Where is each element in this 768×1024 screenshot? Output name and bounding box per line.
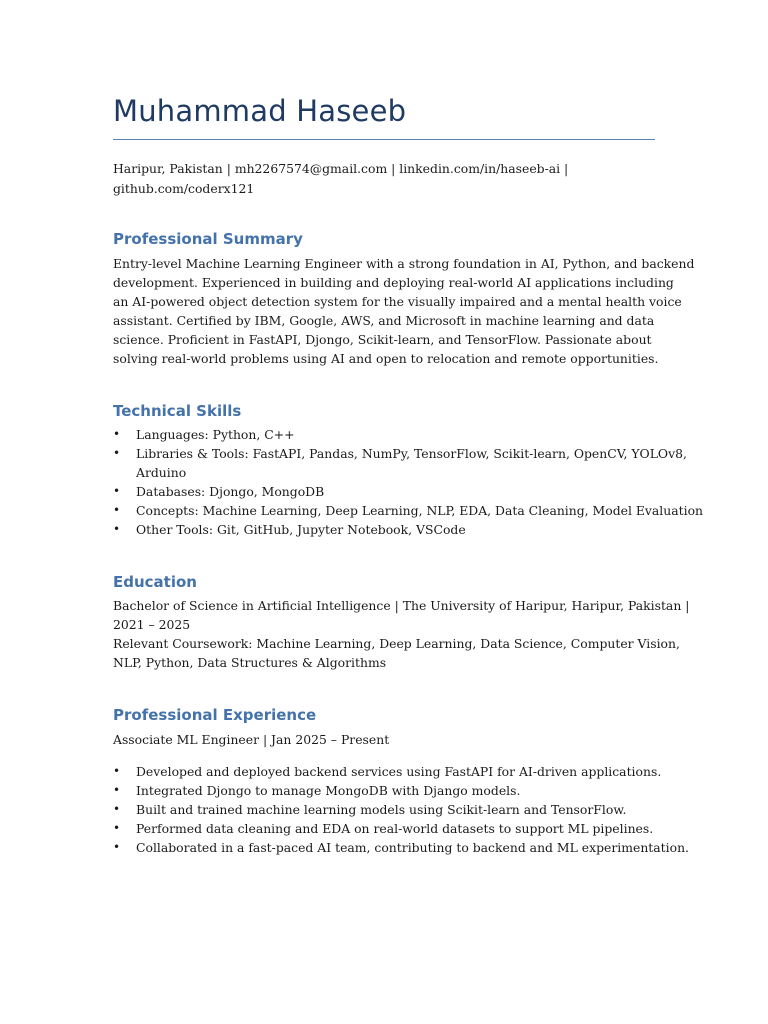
- education-paragraph: [113, 596, 690, 672]
- summary-line: Entry-level Machine Learning Engineer with a strong foundation in AI, Python, and backend: [113, 256, 695, 271]
- contact-info: [113, 159, 658, 198]
- bullet-icon: •: [113, 764, 121, 778]
- education-line: Bachelor of Science in Artificial Intelligence | The University of Haripur, Haripur, Pakistan |: [113, 598, 690, 613]
- bullet-icon: •: [113, 522, 121, 536]
- education-line: NLP, Python, Data Structures & Algorithms: [113, 655, 387, 670]
- summary-line: assistant. Certified by IBM, Google, AWS, and Microsoft in machine learning and data: [113, 313, 655, 328]
- bullet-icon: •: [113, 821, 121, 835]
- experience-role: [113, 730, 658, 749]
- bullet-icon: •: [113, 427, 121, 441]
- education-line: Relevant Coursework: Machine Learning, Deep Learning, Data Science, Computer Vision,: [113, 636, 680, 651]
- experience-text: Integrated Djongo to manage MongoDB with Django models.: [136, 783, 521, 798]
- bullet-icon: •: [113, 503, 121, 517]
- experience-list: [113, 762, 689, 857]
- experience-text: Developed and deployed backend services using FastAPI for AI-driven applications.: [136, 764, 662, 779]
- summary-line: development. Experienced in building and deploying real-world AI applications including: [113, 275, 674, 290]
- bullet-icon: •: [113, 802, 121, 816]
- list-item: [113, 800, 658, 819]
- education-heading: Education: [113, 573, 197, 591]
- experience-text: Built and trained machine learning models using Scikit-learn and TensorFlow.: [136, 802, 627, 817]
- skill-text: Databases: Djongo, MongoDB: [136, 484, 325, 499]
- education-line: 2021 – 2025: [113, 617, 191, 632]
- name-divider: [113, 139, 655, 140]
- skill-text: Languages: Python, C++: [136, 427, 295, 442]
- experience-text: Collaborated in a fast-paced AI team, contributing to backend and ML experimentation.: [136, 840, 689, 855]
- list-item: [113, 482, 658, 501]
- summary-paragraph: [113, 254, 695, 368]
- list-item: [113, 520, 658, 539]
- skills-list: [113, 425, 704, 539]
- list-item: [113, 762, 662, 781]
- contact-line: Haripur, Pakistan | mh2267574@gmail.com | linkedin.com/in/haseeb-ai |: [113, 161, 569, 176]
- bullet-icon: •: [113, 840, 121, 854]
- list-item: [113, 425, 658, 444]
- skill-text: Libraries & Tools: FastAPI, Pandas, NumPy, TensorFlow, Scikit-learn, OpenCV, YOLOv8,: [136, 446, 687, 461]
- bullet-icon: •: [113, 446, 121, 460]
- skill-text: Arduino: [136, 465, 187, 480]
- summary-line: solving real-world problems using AI and open to relocation and remote opportunities.: [113, 351, 659, 366]
- candidate-name: Muhammad Haseeb: [113, 94, 407, 128]
- list-item: [113, 501, 704, 520]
- list-item: [113, 819, 658, 838]
- bullet-icon: •: [113, 484, 121, 498]
- list-item: [113, 781, 658, 800]
- summary-line: an AI-powered object detection system for the visually impaired and a mental health voice: [113, 294, 682, 309]
- role-line: Associate ML Engineer | Jan 2025 – Present: [113, 732, 390, 747]
- experience-heading: Professional Experience: [113, 706, 317, 724]
- skill-text: Other Tools: Git, GitHub, Jupyter Notebook, VSCode: [136, 522, 466, 537]
- skills-heading: Technical Skills: [113, 402, 242, 420]
- experience-text: Performed data cleaning and EDA on real-world datasets to support ML pipelines.: [136, 821, 654, 836]
- bullet-icon: •: [113, 783, 121, 797]
- list-item: [113, 838, 689, 857]
- summary-line: science. Proficient in FastAPI, Djongo, Scikit-learn, and TensorFlow. Passionate about: [113, 332, 652, 347]
- summary-heading: Professional Summary: [113, 230, 303, 248]
- contact-line: github.com/coderx121: [113, 180, 255, 196]
- skill-text: Concepts: Machine Learning, Deep Learning, NLP, EDA, Data Cleaning, Model Evaluation: [136, 503, 704, 518]
- list-item: [113, 444, 687, 482]
